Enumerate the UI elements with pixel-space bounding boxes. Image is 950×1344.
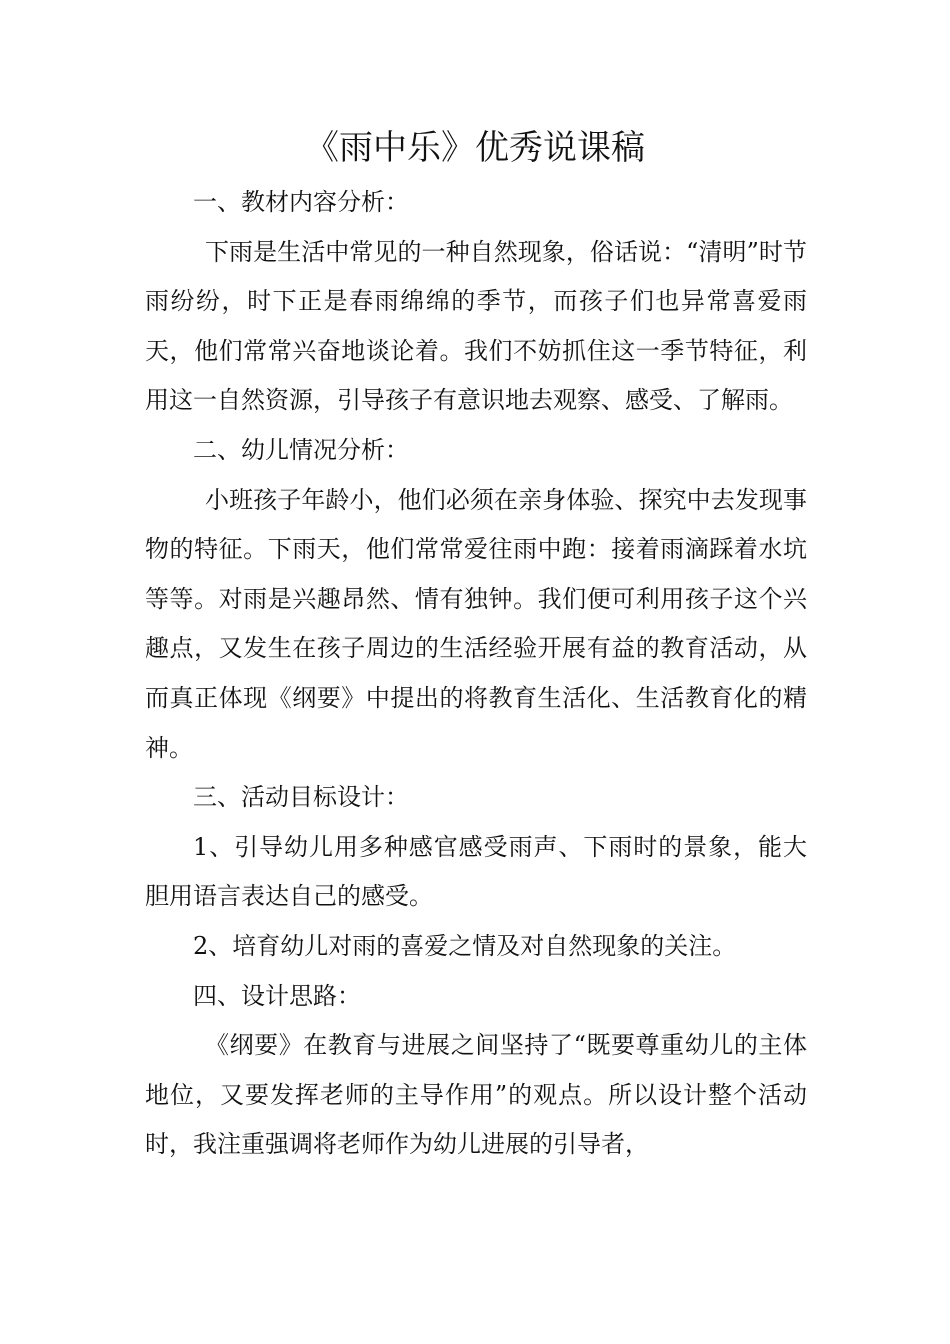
section-heading-activity-goals: 三、活动目标设计：: [193, 783, 409, 812]
section-heading-child-analysis: 二、幼儿情况分析：: [193, 435, 409, 464]
goal-item-2: 2、培育幼儿对雨的喜爱之情及对自然现象的关注。: [193, 931, 737, 960]
section-heading-textbook-analysis: 一、教材内容分析：: [193, 188, 409, 216]
paragraph-child-analysis: 小班孩子年龄小，他们必须在亲身体验、探究中去发现事物的特征。下雨天，他们常常爱往雨中跑：接着雨滴踩着水坑等等。对雨是兴趣昂然、情有独钟。我们便可利用孩子这个兴趣点，又发生在孩子周边的生活经验开展有益的教育活动，从而真正体现《纲要》中提出的将教育生活化、生活教育化的精神。: [145, 485, 807, 762]
section-heading-design-ideas: 四、设计思路：: [193, 981, 361, 1010]
document-title: 《雨中乐》优秀说课稿: [305, 128, 645, 168]
paragraph-design-ideas: 《纲要》在教育与进展之间坚持了“既要尊重幼儿的主体地位，又要发挥老师的主导作用”的观点。所以设计整个活动时，我注重强调将老师作为幼儿进展的引导者，: [145, 1031, 807, 1159]
goal-item-1: 1、引导幼儿用多种感官感受雨声、下雨时的景象，能大胆用语言表达自己的感受。: [145, 832, 807, 911]
paragraph-textbook-analysis: 下雨是生活中常见的一种自然现象，俗话说：“清明”时节雨纷纷，时下正是春雨绵绵的季节，而孩子们也异常喜爱雨天，他们常常兴奋地谈论着。我们不妨抓住这一季节特征，利用这一自然资源，引导孩子有意识地去观察、感受、了解雨。: [145, 237, 807, 415]
document-body: [145, 178, 807, 1170]
